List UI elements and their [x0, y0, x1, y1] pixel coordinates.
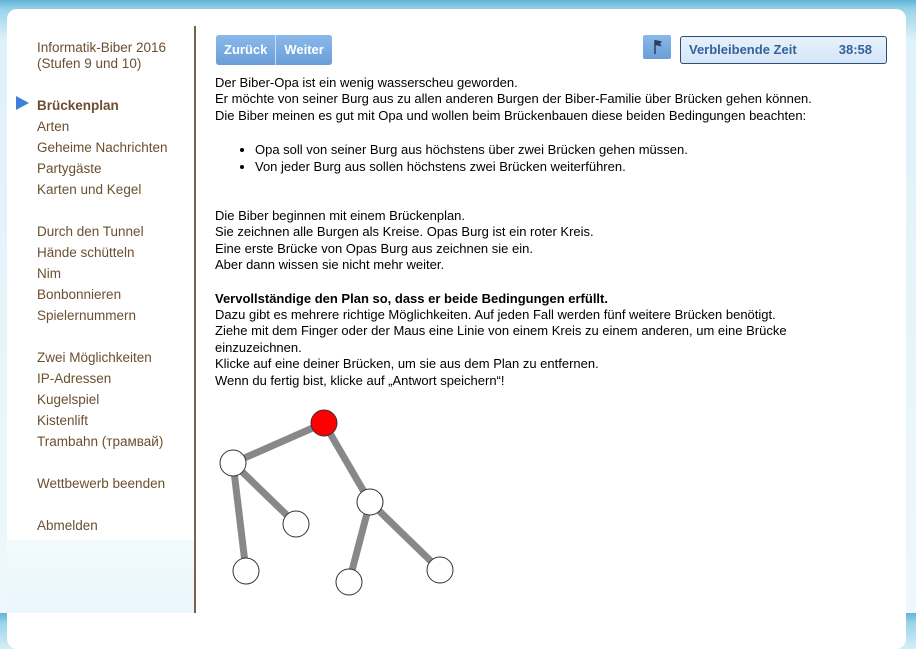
intro-line: Der Biber-Opa ist ein wenig wasserscheu geworden. [215, 75, 518, 90]
intro-line: Die Biber meinen es gut mit Opa und wollen beim Brückenbauen diese beiden Bedingungen beachten: [215, 107, 807, 123]
castle[interactable] [233, 558, 259, 584]
menu-item-kistenlift[interactable]: Kistenlift [37, 413, 89, 428]
castle[interactable] [336, 569, 362, 595]
bridge[interactable] [233, 423, 324, 463]
instruction-heading: Vervollständige den Plan so, dass er beide Bedingungen erfüllt. [215, 290, 608, 306]
bridge[interactable] [370, 502, 440, 570]
bridges [233, 423, 440, 582]
plan-line: Die Biber beginnen mit einem Brückenplan. [215, 208, 466, 224]
grandpa-castle[interactable] [311, 410, 337, 436]
sidebar-footer-shade [7, 540, 195, 613]
menu-item-abmelden[interactable]: Abmelden [37, 518, 98, 533]
contest-title-line1: Informatik-Biber 2016 [37, 40, 167, 55]
menu-item-zwei-moeglichkeiten[interactable]: Zwei Möglichkeiten [37, 350, 152, 365]
menu-item-trambahn[interactable]: Trambahn (трамвай) [37, 434, 164, 449]
castle[interactable] [220, 450, 246, 476]
sidebar-divider [194, 26, 196, 613]
condition-item: • Von jeder Burg aus sollen höchstens zwei Brücken weiterführen. [255, 159, 895, 175]
menu-item-geheime-nachrichten[interactable]: Geheime Nachrichten [37, 140, 168, 155]
bridge[interactable] [324, 423, 370, 502]
current-task-arrow-icon [16, 96, 29, 110]
remaining-time-box [680, 36, 887, 64]
instruction-line: Ziehe mit dem Finger oder der Maus eine Linie von einem Kreis zu einem anderen, um eine Brücke [215, 323, 787, 339]
plan-line: Eine erste Brücke von Opas Burg aus zeichnen sie ein. [215, 240, 533, 256]
menu-item-durch-den-tunnel[interactable]: Durch den Tunnel [37, 224, 144, 239]
bridge[interactable] [233, 463, 246, 571]
condition-item: • Opa soll von seiner Burg aus höchstens über zwei Brücken gehen müssen. [255, 142, 895, 158]
remaining-time-value: 38:58 [838, 42, 872, 57]
task-description [215, 75, 895, 389]
menu-item-nim[interactable]: Nim [37, 266, 61, 281]
instruction-line: Dazu gibt es mehrere richtige Möglichkeiten. Auf jeden Fall werden fünf weitere Brücken benötigt. [215, 307, 776, 323]
instruction-line: einzuzeichnen. [215, 339, 302, 355]
instruction-line: Wenn du fertig bist, klicke auf „Antwort speichern“! [215, 372, 505, 388]
menu-item-haende-schuetteln[interactable]: Hände schütteln [37, 245, 135, 260]
menu-item-kugelspiel[interactable]: Kugelspiel [37, 392, 100, 407]
menu-item-wettbewerb-beenden[interactable]: Wettbewerb beenden [37, 476, 166, 491]
bridge-plan-canvas[interactable] [210, 400, 480, 605]
contest-title [37, 40, 187, 72]
conditions-list [215, 142, 895, 175]
menu-item-brueckenplan[interactable]: Brückenplan [37, 98, 119, 113]
back-button[interactable]: Zurück [216, 35, 275, 65]
menu-item-arten[interactable]: Arten [37, 119, 70, 134]
castle[interactable] [357, 489, 383, 515]
castle[interactable] [283, 511, 309, 537]
castle[interactable] [427, 557, 453, 583]
intro-line: Er möchte von seiner Burg aus zu allen anderen Burgen der Biber-Familie über Brücken gehen können. [215, 91, 812, 107]
menu-item-partygaeste[interactable]: Partygäste [37, 161, 102, 176]
flag-icon [643, 35, 671, 59]
menu-item-bonbonnieren[interactable]: Bonbonnieren [37, 287, 122, 302]
remaining-time-label: Verbleibende Zeit [689, 42, 797, 57]
contest-title-line2: (Stufen 9 und 10) [37, 56, 142, 71]
navigation-buttons [216, 35, 332, 65]
next-button[interactable]: Weiter [275, 35, 332, 65]
menu-item-spielernummern[interactable]: Spielernummern [37, 308, 137, 323]
plan-line: Sie zeichnen alle Burgen als Kreise. Opas Burg ist ein roter Kreis. [215, 224, 594, 240]
flag-button[interactable] [643, 35, 671, 59]
plan-line: Aber dann wissen sie nicht mehr weiter. [215, 257, 445, 273]
menu-item-ip-adressen[interactable]: IP-Adressen [37, 371, 112, 386]
instruction-line: Klicke auf eine deiner Brücken, um sie aus dem Plan zu entfernen. [215, 356, 599, 372]
menu-item-karten-und-kegel[interactable]: Karten und Kegel [37, 182, 142, 197]
